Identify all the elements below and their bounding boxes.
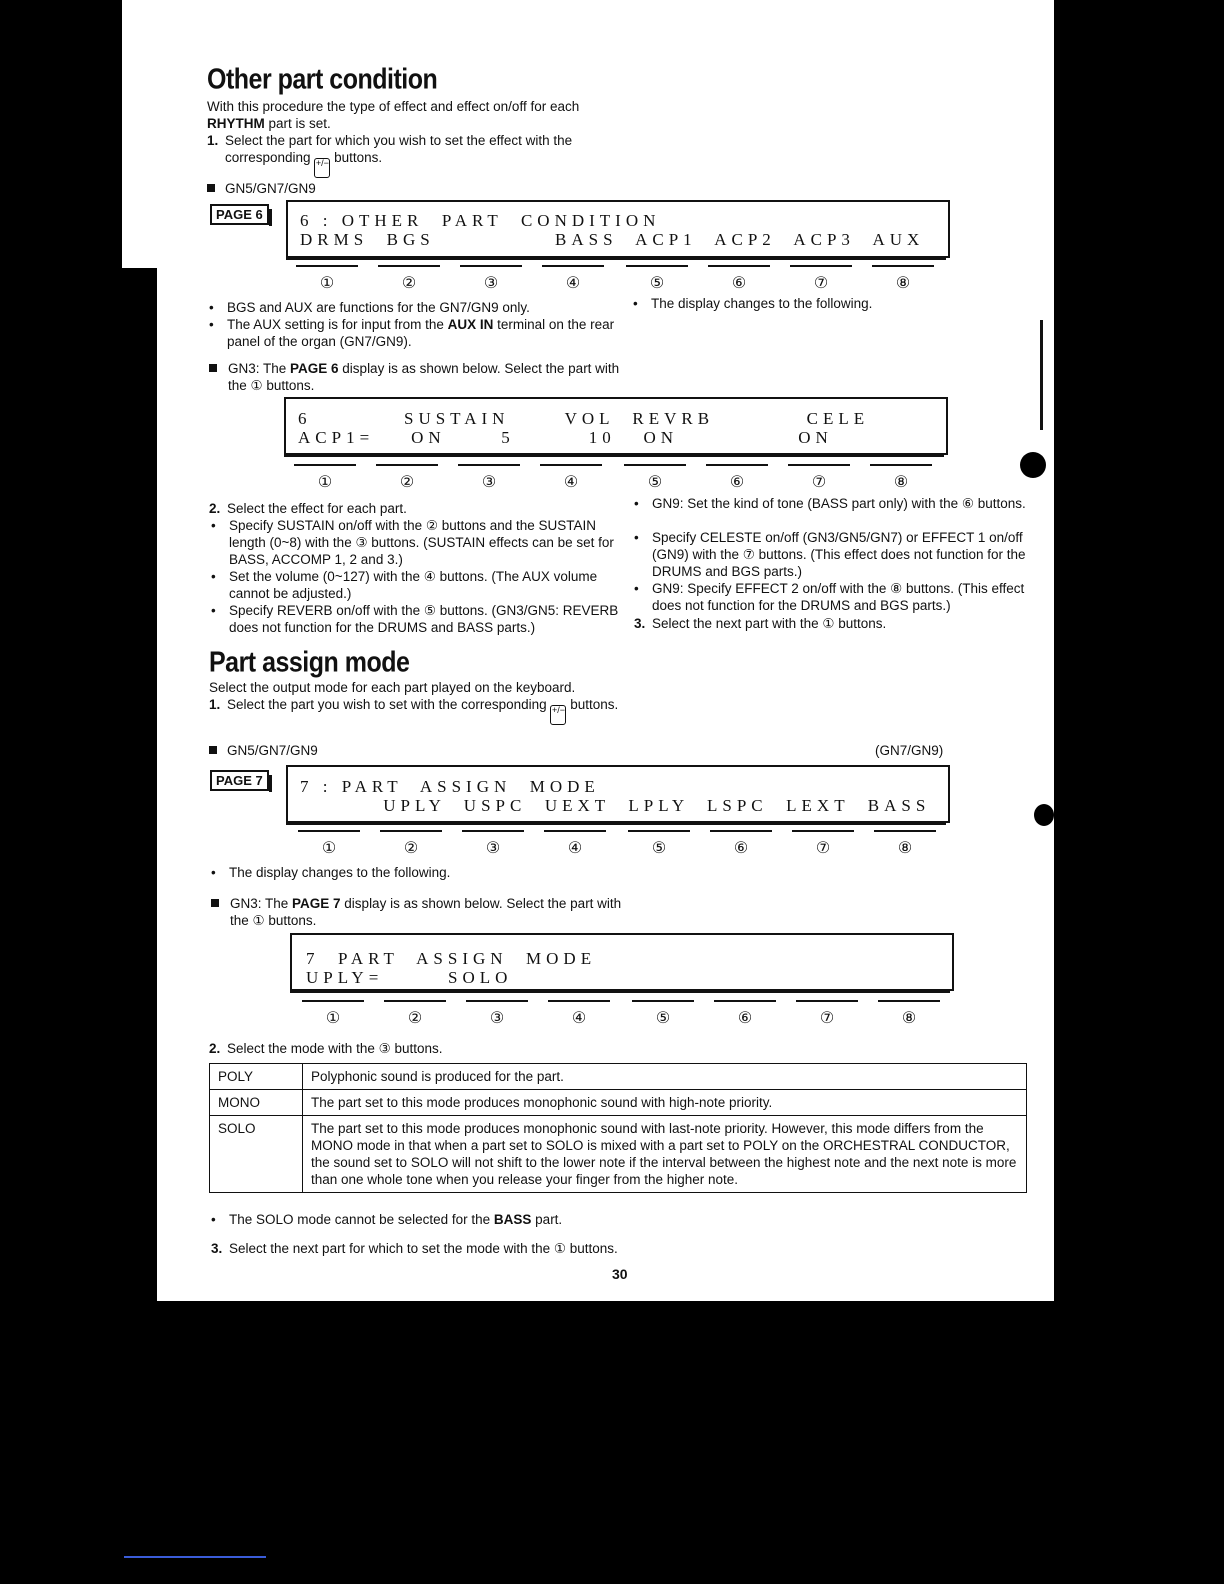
lcd-line-2: DRMS BGS BASS ACP1 ACP2 ACP3 AUX [300, 230, 925, 249]
lcd-line-1: 7 : PART ASSIGN MODE [300, 777, 600, 796]
mode-name: MONO [210, 1090, 303, 1116]
part-button-8[interactable]: ⑧ [870, 464, 932, 492]
bullet-gn9-tone: • GN9: Set the kind of tone (BASS part only) with the ⑥ buttons. [634, 496, 1026, 511]
part-button-2[interactable]: ② [384, 1000, 446, 1028]
part-button-8[interactable]: ⑧ [874, 830, 936, 858]
bullet-volume: • Set the volume (0~127) with the ④ buttons. (The AUX volume cannot be adjusted.) [211, 569, 598, 601]
scan-mark-line [1040, 320, 1043, 430]
part-button-3[interactable]: ③ [462, 830, 524, 858]
part-button-3[interactable]: ③ [460, 265, 522, 293]
step-2: 2. Select the mode with the ③ buttons. [209, 1041, 443, 1056]
part-button-3[interactable]: ③ [466, 1000, 528, 1028]
part-button-7[interactable]: ⑦ [796, 1000, 858, 1028]
scan-mark-dot [1020, 452, 1046, 478]
part-button-2[interactable]: ② [380, 830, 442, 858]
lcd-line-1: 7 PART ASSIGN MODE [306, 949, 597, 968]
part-button-1[interactable]: ① [302, 1000, 364, 1028]
bullet-aux-input: • The AUX setting is for input from the AUX IN terminal on the rear panel of the organ (GN7/GN9). [209, 317, 615, 349]
bullet-solo-bass: • The SOLO mode cannot be selected for the BASS part. [211, 1212, 563, 1227]
bullet-display-changes: • The display changes to the following. [633, 296, 873, 311]
lcd-display-page7 [286, 765, 950, 823]
lcd-display-gn3-page6 [284, 397, 948, 455]
gn3-note-page6: GN3: The PAGE 6 display is as shown below. Select the part with the ① buttons. [207, 360, 628, 394]
up-down-button-icon: +/− [314, 158, 330, 178]
page6-label: PAGE 6 [210, 204, 269, 225]
mode-desc: The part set to this mode produces monophonic sound with high-note priority. [303, 1090, 1027, 1116]
scan-mark-dot [1034, 804, 1054, 826]
part-button-5[interactable]: ⑤ [624, 464, 686, 492]
lcd-line-1: 6 SUSTAIN VOL REVRB CELE [298, 409, 870, 428]
bullet-sustain: • Specify SUSTAIN on/off with the ② buttons and the SUSTAIN length (0~8) with the ③ buttons. (SUSTAIN effects can be set for BASS, ACCOMP 1, 2 and 3.) [211, 518, 614, 567]
button-row-page7 [298, 830, 948, 860]
part-button-4[interactable]: ④ [544, 830, 606, 858]
gn3-note-page7: GN3: The PAGE 7 display is as shown below. Select the part with the ① buttons. [209, 895, 630, 929]
part-button-6[interactable]: ⑥ [710, 830, 772, 858]
section-title-other-part-condition: Other part condition [207, 63, 438, 96]
part-button-6[interactable]: ⑥ [714, 1000, 776, 1028]
part-button-5[interactable]: ⑤ [626, 265, 688, 293]
page7-label: PAGE 7 [210, 770, 269, 791]
bullet-display-changes: • The display changes to the following. [211, 865, 451, 880]
button-row-page6 [296, 265, 946, 295]
mode-name: SOLO [210, 1116, 303, 1193]
step-1: 1. Select the part you wish to set with the corresponding +/− buttons. [209, 696, 627, 725]
page-number: 30 [612, 1266, 628, 1282]
button-row-gn3-page7 [302, 1000, 952, 1030]
step-1: 1. Select the part for which you wish to set the effect with the corresponding +/− buttons. [207, 132, 625, 178]
part-button-8[interactable]: ⑧ [872, 265, 934, 293]
models-label: GN5/GN7/GN9 [209, 742, 318, 759]
table-row [210, 1064, 1027, 1090]
up-down-button-icon: +/− [550, 705, 566, 725]
step-3: 3. Select the next part with the ① buttons. [634, 616, 887, 631]
scan-margin [122, 0, 157, 268]
lcd-line-2: ACP1= ON 5 10 ON ON [298, 428, 833, 447]
lcd-line-1: 6 : OTHER PART CONDITION [300, 211, 661, 230]
part-button-1[interactable]: ① [296, 265, 358, 293]
lcd-line-2: UPLY USPC UEXT LPLY LSPC LEXT BASS [300, 796, 931, 815]
part-button-6[interactable]: ⑥ [708, 265, 770, 293]
bottom-link-line [124, 1556, 266, 1558]
part-button-4[interactable]: ④ [542, 265, 604, 293]
mode-desc: The part set to this mode produces monophonic sound with last-note priority. However, this mode differs from the MONO mode in that when a part set to SOLO is mixed with a part set to POLY on the ORCHESTRAL CONDUCTOR, the sound set to SOLO will not shift to the lower note if the interval between the highest note and the next note is more than one whole tone when you release your finger from the higher note. [303, 1116, 1027, 1193]
part-button-7[interactable]: ⑦ [790, 265, 852, 293]
part-button-2[interactable]: ② [376, 464, 438, 492]
mode-table [209, 1063, 1027, 1193]
part-button-5[interactable]: ⑤ [632, 1000, 694, 1028]
bullet-reverb: • Specify REVERB on/off with the ⑤ buttons. (GN3/GN5: REVERB does not function for the DRUMS and BASS parts.) [211, 603, 619, 635]
bullet-bgs-aux: • BGS and AUX are functions for the GN7/GN9 only. [209, 300, 530, 315]
intro-paragraph: Select the output mode for each part played on the keyboard. [209, 680, 576, 695]
lcd-display-gn3-page7 [290, 933, 954, 991]
part-button-2[interactable]: ② [378, 265, 440, 293]
table-row [210, 1090, 1027, 1116]
part-button-4[interactable]: ④ [540, 464, 602, 492]
models-label: GN5/GN7/GN9 [207, 180, 316, 197]
models-note: (GN7/GN9) [875, 743, 944, 758]
part-button-5[interactable]: ⑤ [628, 830, 690, 858]
step-2: 2. Select the effect for each part. [209, 501, 407, 516]
button-row-gn3-page6 [294, 464, 944, 494]
intro-paragraph: With this procedure the type of effect and effect on/off for each RHYTHM part is set. [207, 99, 580, 131]
part-button-1[interactable]: ① [298, 830, 360, 858]
part-button-7[interactable]: ⑦ [788, 464, 850, 492]
lcd-line-2: UPLY= SOLO [306, 968, 513, 987]
mode-name: POLY [210, 1064, 303, 1090]
mode-desc: Polyphonic sound is produced for the part. [303, 1064, 1027, 1090]
part-button-1[interactable]: ① [294, 464, 356, 492]
part-button-6[interactable]: ⑥ [706, 464, 768, 492]
part-button-4[interactable]: ④ [548, 1000, 610, 1028]
part-button-3[interactable]: ③ [458, 464, 520, 492]
bullet-celeste: • Specify CELESTE on/off (GN3/GN5/GN7) or EFFECT 1 on/off (GN9) with the ⑦ buttons. (This effect does not function for the DRUMS and BGS parts.) [634, 530, 1026, 579]
part-button-7[interactable]: ⑦ [792, 830, 854, 858]
section-title-part-assign-mode: Part assign mode [209, 646, 410, 679]
table-row [210, 1116, 1027, 1193]
side-language-tab: ENGLISH [169, 292, 181, 335]
lcd-display-page6 [286, 200, 950, 258]
step-3: 3. Select the next part for which to set the mode with the ① buttons. [211, 1241, 618, 1256]
bullet-effect2: • GN9: Specify EFFECT 2 on/off with the ⑧ buttons. (This effect does not function for the DRUMS and BGS parts.) [634, 581, 1025, 613]
part-button-8[interactable]: ⑧ [878, 1000, 940, 1028]
